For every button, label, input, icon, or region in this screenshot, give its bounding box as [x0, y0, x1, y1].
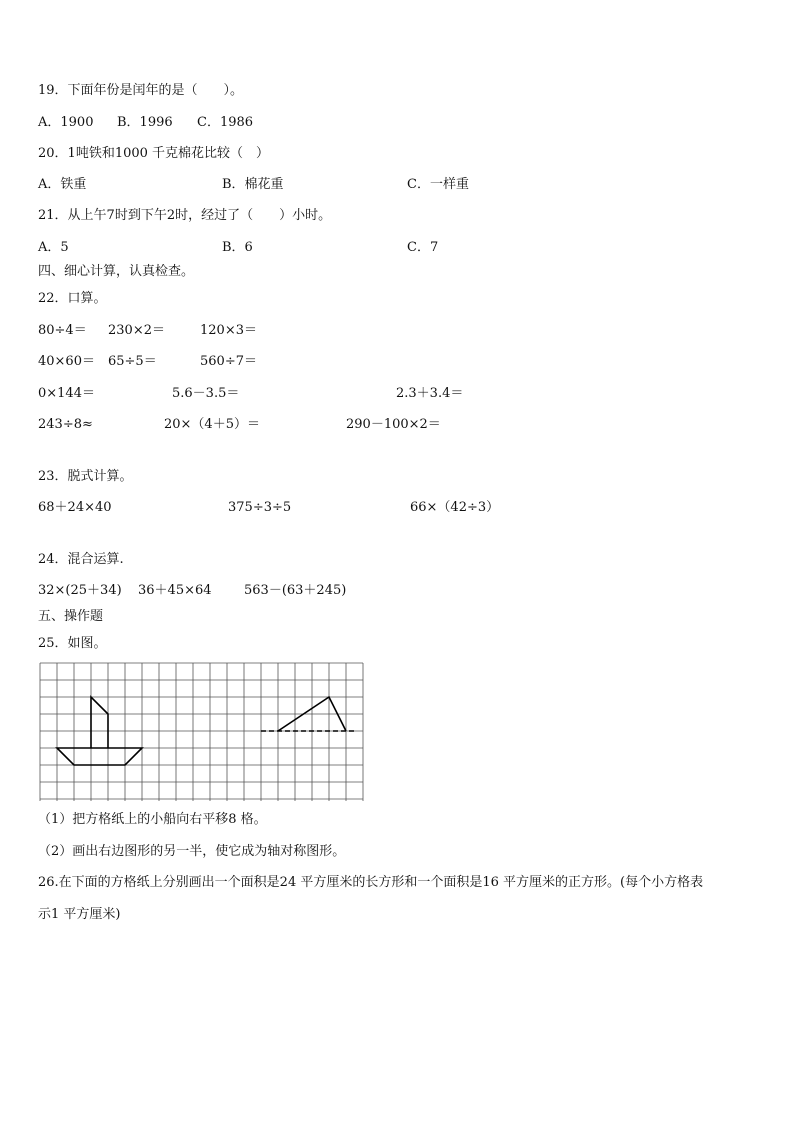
- step-calc-item: 375÷3÷5: [228, 500, 292, 515]
- q20-option-c: C．一样重: [407, 177, 469, 192]
- question-25-sub-1: （1）把方格纸上的小船向右平移8 格。: [38, 812, 267, 827]
- oral-calc-item: 65÷5＝: [108, 354, 157, 369]
- mixed-calc-item: 36＋45×64: [138, 583, 212, 598]
- oral-calc-item: 560÷7＝: [200, 354, 257, 369]
- oral-calc-item: 290－100×2＝: [346, 417, 441, 432]
- question-24-stem: 24．混合运算.: [38, 552, 124, 567]
- question-23-stem: 23．脱式计算。: [38, 469, 133, 484]
- oral-calc-item: 2.3＋3.4＝: [396, 386, 464, 401]
- oral-calc-item: 40×60＝: [38, 354, 95, 369]
- q19-option-a: A．1900: [38, 115, 94, 130]
- oral-calc-item: 80÷4＝: [38, 323, 87, 338]
- oral-calc-item: 243÷8≈: [38, 417, 93, 432]
- question-19-stem: 19．下面年份是闰年的是（ ）。: [38, 83, 244, 98]
- grid-paper-figure: [38, 661, 366, 803]
- mixed-calc-item: 563－(63＋245): [244, 583, 347, 598]
- question-22-stem: 22．口算。: [38, 291, 107, 306]
- mixed-calc-item: 32×(25＋34): [38, 583, 122, 598]
- question-26-line-1: 26.在下面的方格纸上分别画出一个面积是24 平方厘米的长方形和一个面积是16 平方厘米的正方形。(每个小方格表: [38, 875, 704, 890]
- q21-option-a: A．5: [38, 240, 69, 255]
- oral-calc-item: 120×3＝: [200, 323, 257, 338]
- q21-option-b: B．6: [222, 240, 253, 255]
- grid-lines: [40, 663, 363, 801]
- section-4-heading: 四、细心计算，认真检查。: [38, 264, 195, 279]
- q19-option-b: B．1996: [117, 115, 173, 130]
- oral-calc-item: 20×（4＋5）＝: [164, 417, 260, 432]
- question-25-sub-2: （2）画出右边图形的另一半，使它成为轴对称图形。: [38, 844, 346, 859]
- oral-calc-item: 230×2＝: [108, 323, 165, 338]
- q21-option-c: C．7: [407, 240, 439, 255]
- question-20-stem: 20．1吨铁和1000 千克棉花比较（ ）: [38, 146, 270, 161]
- q20-option-b: B．棉花重: [222, 177, 284, 192]
- q19-option-c: C．1986: [197, 115, 254, 130]
- step-calc-item: 68＋24×40: [38, 500, 112, 515]
- oral-calc-item: 5.6－3.5＝: [172, 386, 240, 401]
- q20-option-a: A．铁重: [38, 177, 87, 192]
- question-26-line-2: 示1 平方厘米): [38, 907, 121, 922]
- step-calc-item: 66×（42÷3）: [410, 500, 500, 515]
- oral-calc-item: 0×144＝: [38, 386, 95, 401]
- question-25-stem: 25．如图。: [38, 636, 107, 651]
- question-21-stem: 21．从上午7时到下午2时，经过了（ ）小时。: [38, 208, 332, 223]
- section-5-heading: 五、操作题: [38, 609, 104, 624]
